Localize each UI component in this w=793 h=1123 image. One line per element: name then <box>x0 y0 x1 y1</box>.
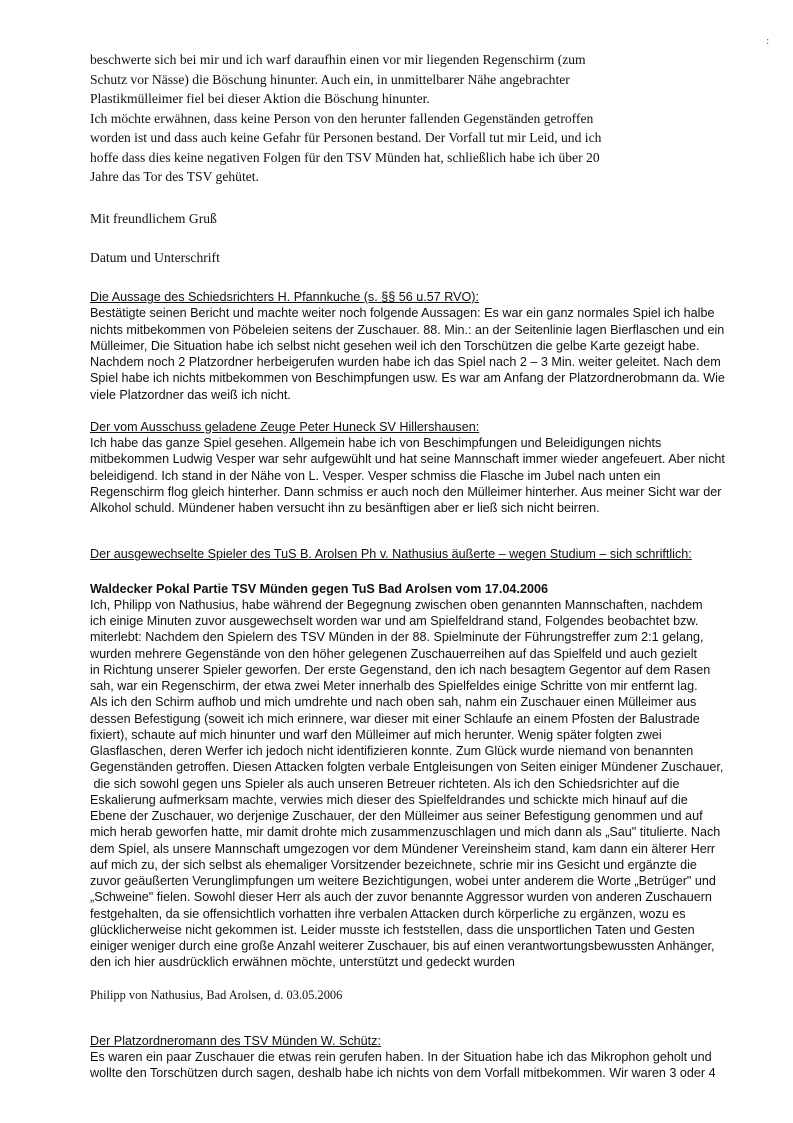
document-body <box>90 289 770 1082</box>
player-letter-title: Waldecker Pokal Partie TSV Münden gegen TuS Bad Arolsen vom 17.04.2006 <box>90 581 548 596</box>
text-line: Plastikmülleimer fiel bei dieser Aktion die Böschung hinunter. <box>90 91 430 106</box>
text-line: viele Platzordner das weiß ich nicht. <box>90 387 291 402</box>
text-line: Nachdem noch 2 Platzordner herbeigerufen wurden habe ich das Spiel nach 2 – 3 Min. weiter geleitet. Nach dem <box>90 355 721 369</box>
text-line: mitbekommen Ludwig Vesper war sehr aufgewühlt und hat seine Mannschaft immer wieder angefeuert. Aber nicht <box>90 452 725 467</box>
text-line: einiger weniger durch eine große Anzahl weiterer Zuschauer, bis auf einen verantwortungsbewussten Anhänger, <box>90 939 715 953</box>
text-line: Eskalierung aufmerksam machte, verwies mich dieser des Spielfeldrandes und schickte mich hinauf auf die <box>90 792 688 807</box>
text-line: festgehalten, da sie offensichtlich vorhatten ihre verbalen Attacken durch körperliche zu ergänzen, wozu es <box>90 906 686 921</box>
text-line: beleidigend. Ich stand in der Nähe von L. Vesper. Vesper schmiss die Flasche im Jubel nach unten ein <box>90 468 661 483</box>
letter-tail-text <box>90 50 650 187</box>
text-line: wurden mehrere Gegenstände von den höher gelegenen Zuschauerreihen auf das Spielfeld und auch gezielt <box>90 646 698 661</box>
referee-text <box>90 305 770 403</box>
player-statement <box>90 546 770 1003</box>
text-line: mich herab geworfen hatte, mir damit drohte mich zusammenzuschlagen und mich dann als „Sau" titulierte. Nach <box>90 825 721 840</box>
text-line: Bestätigte seinen Bericht und machte weiter noch folgende Aussagen: Es war ein ganz normales Spiel ich halbe <box>90 306 715 321</box>
player-letter-text <box>90 597 770 971</box>
text-line: nichts mitbekommen von Pöbeleien seitens der Zuschauer. 88. Min.: an der Seitenlinie lagen Bierflaschen und ein <box>90 322 725 337</box>
text-line: ich einige Minuten zuvor ausgewechselt worden war und am Spielfeldrand stand, Folgendes beobachtet bzw. <box>90 614 699 628</box>
text-line: dem Spiel, als unsere Mannschaft umgezogen vor dem Mündener Vereinsheim stand, kam dann ein älterer Herr <box>90 841 716 856</box>
text-line: wollte den Torschützen durch sagen, deshalb habe ich nichts von dem Vorfall mitbekommen. Wir waren 3 oder 4 <box>90 1066 716 1081</box>
text-line: Ich möchte erwähnen, dass keine Person von den herunter fallenden Gegenständen getroffen <box>90 110 594 126</box>
text-line: Es waren ein paar Zuschauer die etwas rein gerufen haben. In der Situation habe ich das Mikrophon geholt und <box>90 1050 712 1064</box>
text-line: auf mich zu, der sich selbst als ehemaliger Vorsitzender bezeichnete, schrie mir ins Gesicht und ergänzte die <box>90 857 697 872</box>
text-line: dessen Befestigung (soweit ich mich erinnere, war dieser mit einer Schlaufe an einem Pfosten der Balustrade <box>90 711 700 726</box>
text-line: worden ist und dass auch keine Gefahr für Personen bestand. Der Vorfall tut mir Leid, und ich <box>90 130 602 145</box>
closing: Mit freundlichem Gruß <box>90 210 217 226</box>
text-line: Spiel habe ich nichts mitbekommen von Beschimpfungen usw. Es war am Anfang der Platzordnerobmann da. Wie <box>90 371 725 386</box>
witness-statement <box>90 419 770 517</box>
text-line: sah, war ein Regenschirm, der etwa zwei Meter innerhalb des Spielfeldes einige Schritte von mir entfernt lag. <box>90 679 698 693</box>
text-line: in Richtung unserer Spieler geworfen. Der erste Gegenstand, den ich nach besagtem Gegentor auf dem Rasen <box>90 662 711 677</box>
text-line: „Schweine" fielen. Sowohl dieser Herr als auch der zuvor benannte Aggressor wurden von anderen Zuschauern <box>90 890 712 905</box>
witness-text <box>90 435 770 516</box>
text-line: den ich hier ausdrücklich erwähnen möchte, unterstützt und gedeckt wurden <box>90 955 515 970</box>
text-line: die sich sowohl gegen uns Spieler als auch unseren Betreuer richteten. Als ich den Schiedsrichter auf die <box>90 776 680 791</box>
referee-heading: Die Aussage des Schiedsrichters H. Pfannkuche (s. §§ 56 u.57 RVO): <box>90 290 479 304</box>
referee-statement <box>90 289 770 403</box>
letter-tail <box>90 50 650 268</box>
text-line: Mülleimer, Die Situation habe ich selbst nicht gesehen weil ich den Torschützen die gelbe Karte gezeigt habe. <box>90 338 700 353</box>
text-line: glücklicherweise nicht gekommen ist. Leider musste ich feststellen, dass die unsportlichen Taten und Gesten <box>90 922 695 937</box>
steward-statement <box>90 1033 770 1082</box>
player-signoff: Philipp von Nathusius, Bad Arolsen, d. 03.05.2006 <box>90 987 343 1002</box>
text-line: Schutz vor Nässe) die Böschung hinunter. Auch ein, in unmittelbarer Nähe angebrachter <box>90 71 570 87</box>
text-line: Gegenständen getroffen. Diesen Attacken folgten verbale Entgleisungen von Seiten einiger Mündener Zuschauer, <box>90 760 724 775</box>
signature-line: Datum und Unterschrift <box>90 250 220 265</box>
text-line: fixiert), schaute auf mich hinunter und warf den Mülleimer auf mich herunter. Wenig später folgten zwei <box>90 727 662 742</box>
text-line: Ich habe das ganze Spiel gesehen. Allgemein habe ich von Beschimpfungen und Beleidigungen nichts <box>90 436 662 450</box>
witness-heading: Der vom Ausschuss geladene Zeuge Peter Huneck SV Hillershausen: <box>90 419 480 434</box>
text-line: beschwerte sich bei mir und ich warf daraufhin einen vor mir liegenden Regenschirm (zum <box>90 52 586 67</box>
text-line: zuvor geäußerten Verunglimpfungen um weitere Bezichtigungen, wobei unter anderem die Worte „Betrüger" und <box>90 874 716 888</box>
scan-mark: : <box>766 36 770 47</box>
player-heading: Der ausgewechselte Spieler des TuS B. Arolsen Ph v. Nathusius äußerte – wegen Studium – sich schriftlich: <box>90 547 692 562</box>
text-line: Ich, Philipp von Nathusius, habe während der Begegnung zwischen oben genannten Mannschaften, nachdem <box>90 597 703 612</box>
text-line: Alkohol schuld. Mündener haben versucht ihn zu besänftigen aber er ließ sich nicht beirren. <box>90 501 600 515</box>
steward-heading: Der Platzordneromann des TSV Münden W. Schütz: <box>90 1033 381 1048</box>
text-line: Als ich den Schirm aufhob und mich umdrehte und nach oben sah, nahm ein Zuschauer einen Mülleimer aus <box>90 695 697 710</box>
steward-text <box>90 1049 770 1082</box>
text-line: Glasflaschen, deren Werfer ich jedoch nicht identifizieren konnte. Zum Glück wurde niemand von benannten <box>90 744 694 758</box>
text-line: Regenschirm flog gleich hinterher. Dann schmiss er auch noch den Mülleimer hinterher. Aus meiner Sicht war der <box>90 484 722 499</box>
text-line: Jahre das Tor des TSV gehütet. <box>90 169 259 184</box>
text-line: Ebene der Zuschauer, wo derjenige Zuschauer, der den Mülleimer aus seiner Befestigung genommen und auf <box>90 809 703 823</box>
text-line: miterlebt: Nachdem den Spielern des TSV Münden in der 88. Spielminute der Führungstreffer zum 2:1 gelang, <box>90 630 704 645</box>
text-line: hoffe dass dies keine negativen Folgen für den TSV Münden hat, schließlich habe ich über 20 <box>90 149 600 165</box>
